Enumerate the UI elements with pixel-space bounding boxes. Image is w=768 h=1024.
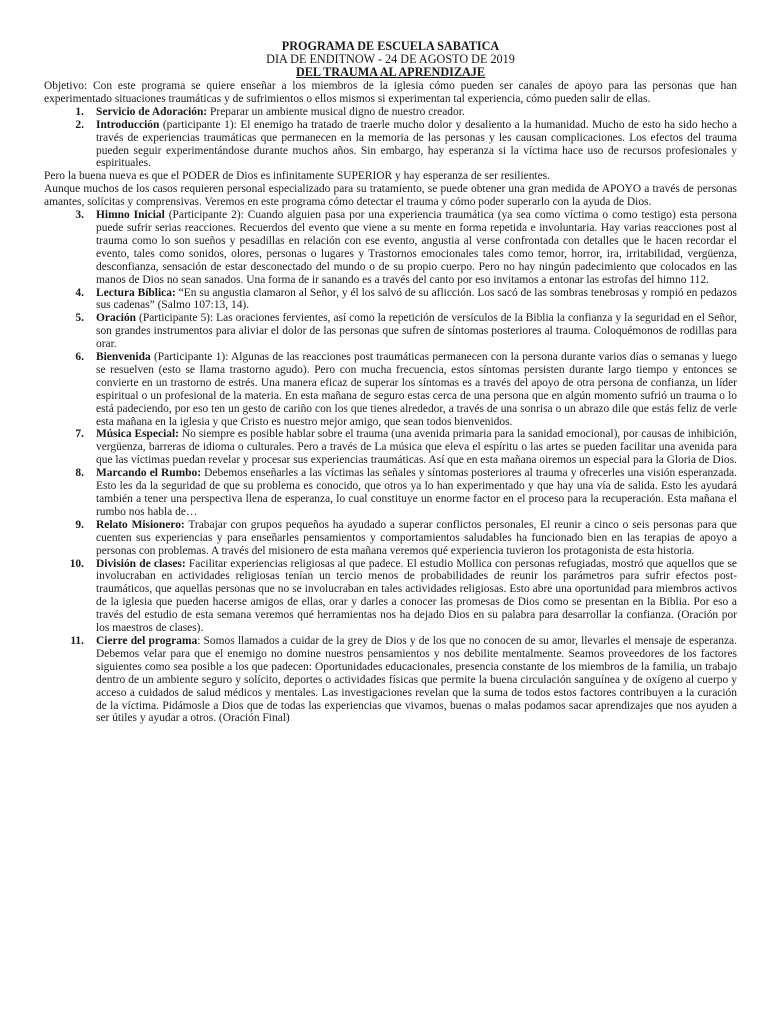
item-text: (Participante 2): Cuando alguien pasa por una experiencia traumática (ya sea como víctima o como testigo) esta persona puede sufrir serias reacciones. Recuerdos del evento que viene a su mente en forma repetida e involuntaria. Hay varias reacciones post al trauma como lo son sueños y pesadillas en relación con ese evento, angustia al verse confrontada con detalles que le hacen recordar el evento, tales como sonidos, olores, personas o lugares y Trastornos emocionales tales como temor, horror, ira, irritabilidad, vergüenza, desconfianza, sensación de estar desconectado del mundo o de su propio cuerpo. Pero no hay ningún padecimiento que colocados en las manos de Dios no sean sanados. Una forma de ir sanando es a través del canto por eso invitamos a entonar las estrofas del himno 112.	[96, 209, 738, 286]
item-text: : Somos llamados a cuidar de la grey de Dios y de los que no conocen de su amor, llevarles el mensaje de esperanza. Debemos velar para que el enemigo no domine nuestros pensamientos y nos debilite mentalmente. Seamos proveedores de los factores siguientes como sea posible a los que padecen: Oportunidades educacionales, presencia constante de los miembros de la familia, un trabajo dentro de un ambiente seguro y solícito, deportes o actividades físicas que permite la buena circulación sanguínea y de oxígeno al cuerpo y acceso a cuidados de salud médicos y mentales. Las investigaciones revelan que la suma de todos estos factores contribuyen a la curación de la víctima. Pidámosle a Dios que de todas las experiencias que vivamos, buenas o malas podamos sacar aprendizajes que nos ayuden a ser útiles y ayudar a otros. (Oración Final)	[96, 634, 737, 725]
item-label: Oración	[96, 312, 137, 325]
item-text: (Participante 1): Algunas de las reacciones post traumáticas permanecen con la persona durante varios días o semanas y luego se resuelven (esto se llama trastorno agudo). Pero con mucha frecuencia, estos síntomas persisten durante largo tiempo y entonces se convierte en un trastorno de estrés. Una manera eficaz de superar los síntomas es a través del apoyo de otra persona de confianza, un líder espiritual o un profesional de la materia. En esta mañana de seguro estas cerca de una persona que en algún momento sufrió un trauma o lo está padeciendo, por eso ten un gesto de cariño con los que tienes alrededor, a través de una sonrisa o un abrazo dile que estás feliz de verle esta mañana en la iglesia y que Cristo es nuestro mejor amigo, que sean todos bienvenidos.	[96, 351, 737, 428]
item-label: Bienvenida	[96, 351, 151, 364]
item-number: 1.	[75, 105, 84, 118]
good-news-paragraph: Pero la buena nueva es que el PODER de Dios es infinitamente SUPERIOR y hay esperanza de ser resilientes.	[44, 170, 550, 183]
program-item	[44, 428, 737, 467]
item-number: 3.	[75, 209, 84, 222]
item-text: (Participante 5): Las oraciones fervientes, así como la repetición de versículos de la Biblia la confianza y la seguridad en el Señor, son grandes instrumentos para aliviar el dolor de las personas que sufren de síntomas posteriores al trauma. Coloquémonos de rodillas para orar.	[96, 312, 737, 351]
item-number: 11.	[70, 634, 84, 647]
item-text: Preparar un ambiente musical digno de nuestro creador.	[207, 105, 465, 118]
item-label: Música Especial:	[96, 428, 179, 441]
program-item	[44, 209, 737, 286]
program-item	[44, 119, 737, 171]
item-text: No siempre es posible hablar sobre el trauma (una avenida primaria para la sanidad emocional), por causas de inhibición, vergüenza, barreras de idioma o culturales. Pero a través de La música que eleva el espíritu o las artes se pueden facilitar una avenida para que las víctimas puedan revelar y procesar sus experiencias traumáticas. Así que en esta mañana oiremos un especial para la Gloria de Dios.	[96, 428, 737, 467]
item-text: Trabajar con grupos pequeños ha ayudado a superar conflictos personales, El reunir a cinco o seis personas para que cuenten sus experiencias y para enseñarles pensamientos y comportamientos saludables ha funcionado bien en las terapias de apoyo a personas con problemas. A través del misionero de esta mañana veremos qué experiencia tuvieron los protagonista de esta historia.	[96, 518, 738, 557]
item-label: Introducción	[96, 118, 160, 131]
program-item	[44, 558, 737, 635]
program-item	[44, 351, 737, 428]
item-label: Cierre del programa	[96, 634, 198, 647]
objective-paragraph: Objetivo: Con este programa se quiere enseñar a los miembros de la iglesia cómo pueden ser canales de apoyo para las personas que han experimentado situaciones traumáticas y de sufrimientos o ellos mismos si experimentan tal experiencia, cómo pueden salir de ellas.	[44, 80, 737, 105]
document-title: PROGRAMA DE ESCUELA SABATICA	[281, 39, 500, 53]
program-item	[44, 312, 737, 351]
theme-text: DEL TRAUMA AL APRENDIZAJE	[295, 65, 486, 79]
program-list-b	[44, 209, 737, 725]
support-paragraph: Aunque muchos de los casos requieren personal especializado para su tratamiento, se puede obtener una gran medida de APOYO a través de personas amantes, solícitas y comprensivas. Veremos en este programa cómo detectar el trauma y cómo poder superarlo con la ayuda de Dios.	[44, 183, 737, 209]
item-number: 4.	[75, 286, 84, 299]
item-label: Relato Misionero:	[96, 518, 185, 531]
program-item	[44, 519, 737, 558]
document-theme	[44, 66, 737, 79]
item-number: 9.	[75, 518, 84, 531]
document-date-line: DIA DE ENDITNOW - 24 DE AGOSTO DE 2019	[266, 52, 515, 66]
item-number: 8.	[75, 467, 84, 480]
program-item	[44, 106, 737, 119]
item-label: División de clases:	[96, 557, 186, 570]
item-label: Servicio de Adoración:	[96, 105, 208, 118]
item-number: 7.	[75, 428, 84, 441]
item-label: Himno Inicial	[96, 209, 165, 222]
item-label: Lectura Bíblica:	[96, 286, 176, 299]
item-text: “En su angustia clamaron al Señor, y él los salvó de su aflicción. Los sacó de las sombras tenebrosas y rompió en pedazos sus cadenas” (Salmo 107:13, 14).	[96, 286, 737, 312]
item-number: 10.	[69, 557, 84, 570]
item-number: 5.	[75, 312, 84, 325]
program-item	[44, 635, 737, 725]
item-text: (participante 1): El enemigo ha tratado de traerle mucho dolor y desaliento a la humanidad. Mucho de esto ha sido hecho a través de experiencias traumáticas que permanecen en la memoria de las personas y les causan complicaciones. Los efectos del trauma pueden seguir experimentándose durante muchos años. Sin embargo, hay esperanza si la víctima hace uso de recursos profesionales y espirituales.	[96, 118, 737, 170]
program-item	[44, 287, 737, 313]
program-list-a	[44, 106, 737, 171]
item-text: Debemos enseñarles a las víctimas las señales y síntomas posteriores al trauma y ofrecerles una visión esperanzada. Esto les da la seguridad de que su problema es conocido, que otros ya lo han experimentado y que hay una vía de salida. Esto les ayudará también a tener una perspectiva llena de esperanza, lo cual constituye un enorme factor en el proceso para la recuperación. Esta mañana el rumbo nos habla de…	[96, 467, 737, 518]
item-number: 2.	[75, 118, 84, 131]
item-label: Marcando el Rumbo:	[96, 467, 202, 480]
item-text: Facilitar experiencias religiosas al que padece. El estudio Mollica con personas refugiadas, mostró que aquellos que se involucraban en actividades religiosas tenían un tercio menos de probabilidades de reunir los parámetros para sufrir efectos post-traumáticos, que aquellas personas que no se involucraban en tales actividades religiosas. Esto abre una oportunidad para miembros activos de la iglesia que pueden hacerse amigos de ellas, orar y darles a conocer las promesas de Dios como se presentan en la Biblia. Por eso a través del estudio de esta semana veremos qué herramientas nos ha dejado Dios en su palabra para desarrollar la confianza. (Oración por los maestros de clases).	[96, 557, 737, 635]
item-number: 6.	[75, 351, 84, 364]
program-item	[44, 467, 737, 519]
